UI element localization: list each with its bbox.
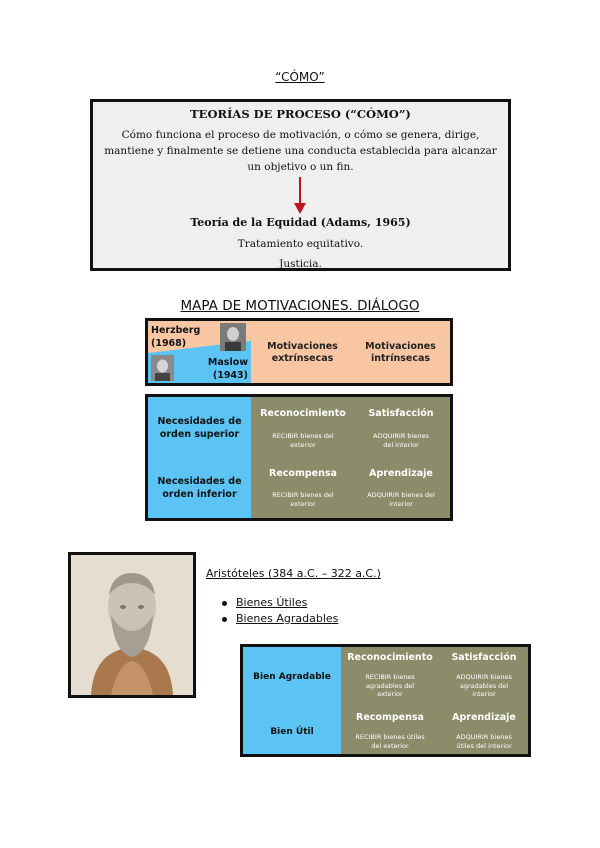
aristoteles-title: Aristóteles (384 a.C. – 322 a.C.): [206, 567, 381, 580]
recompensa-desc: RECIBIR bienes del exterior: [272, 491, 334, 508]
herzberg-label: Herzberg (1968): [151, 325, 201, 349]
motivaciones-intrinsecas-label: Motivaciones intrínsecas: [365, 341, 436, 364]
tratamiento-equitativo-text: Tratamiento equitativo.: [237, 238, 364, 250]
teorias-proceso-description: Cómo funciona el proceso de motivación, o cómo se genera, dirige, mantiene y finalmente se detiene una conducta establecida para alcanzar un objetivo o un fin.: [104, 129, 497, 173]
bien-util-label: Bien Útil: [270, 727, 314, 737]
bien-recompensa-title: Recompensa: [356, 712, 424, 723]
teorias-proceso-box: [90, 99, 511, 271]
bien-satisfaccion-title: Satisfacción: [451, 652, 517, 663]
necesidades-box: [145, 394, 453, 521]
bullet-icon: [222, 617, 227, 622]
teorias-proceso-title: TEORÍAS DE PROCESO (“CÓMO”): [190, 107, 411, 121]
bienes-box: [240, 644, 531, 757]
necesidades-column: [148, 397, 251, 518]
bien-satisfaccion-desc: ADQUIRIR bienes agradables del interior: [456, 673, 512, 698]
bullet-bienes-utiles: Bienes Útiles: [222, 596, 307, 609]
bien-aprendizaje-desc: ADQUIRIR bienes útiles del interior: [456, 733, 512, 750]
aristoteles-bust-icon: [71, 555, 193, 695]
justicia-text: Justicia.: [279, 258, 322, 270]
reconocimiento-desc: RECIBIR bienes del exterior: [272, 432, 334, 449]
recompensa-title: Recompensa: [269, 468, 337, 479]
aristoteles-image: [68, 552, 196, 698]
bien-reconocimiento-desc: RECIBIR bienes agradables del exterior: [365, 673, 415, 698]
bien-recompensa-desc: RECIBIR bienes útiles del exterior: [355, 733, 425, 750]
bien-aprendizaje-title: Aprendizaje: [452, 712, 516, 723]
teoria-equidad-title: Teoría de la Equidad (Adams, 1965): [190, 216, 411, 229]
necesidades-inferior-label: Necesidades de orden inferior: [157, 476, 242, 500]
bien-reconocimiento-title: Reconocimiento: [347, 652, 433, 663]
maslow-label: Maslow (1943): [207, 357, 248, 381]
bullet-bienes-agradables: Bienes Agradables: [222, 612, 338, 625]
motivaciones-extrinsecas-label: Motivaciones extrínsecas: [267, 341, 338, 364]
herzberg-portrait-icon: [220, 323, 246, 351]
satisfaccion-title: Satisfacción: [368, 408, 434, 419]
arrow-down-icon: [293, 177, 307, 215]
authors-cell: [148, 321, 251, 383]
aprendizaje-desc: ADQUIRIR bienes del interior: [367, 491, 435, 508]
como-heading: “CÓMO”: [275, 70, 325, 84]
motivaciones-header-box: [145, 318, 453, 386]
bien-agradable-label: Bien Agradable: [253, 672, 331, 682]
satisfaccion-desc: ADQUIRIR bienes del interior: [373, 432, 429, 449]
bullet-icon: [222, 601, 227, 606]
reconocimiento-title: Reconocimiento: [260, 408, 346, 419]
mapa-motivaciones-heading: MAPA DE MOTIVACIONES. DIÁLOGO: [180, 298, 420, 314]
necesidades-superior-label: Necesidades de orden superior: [157, 416, 242, 440]
bienes-column: [243, 647, 341, 754]
aprendizaje-title: Aprendizaje: [369, 468, 433, 479]
maslow-portrait-icon: [151, 355, 174, 381]
